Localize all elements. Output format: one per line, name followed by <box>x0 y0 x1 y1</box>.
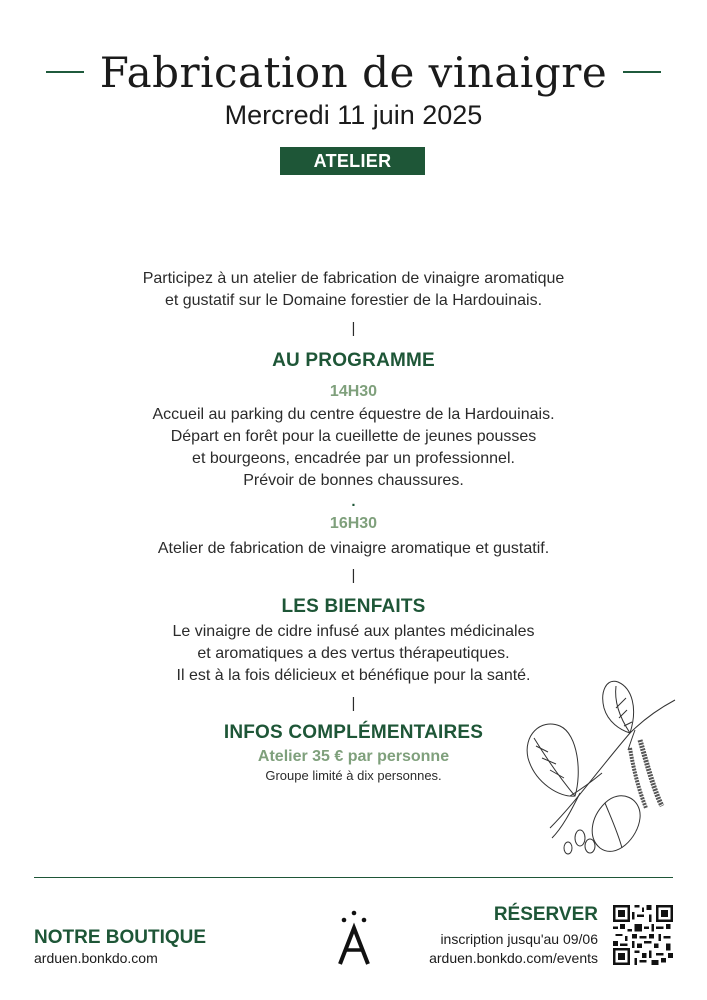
programme-slot-1-line-3: et bourgeons, encadrée par un professionnel. <box>192 450 515 467</box>
reserve-deadline: inscription jusqu'au 09/06 <box>440 931 598 947</box>
programme-slot-2-line-1: Atelier de fabrication de vinaigre aromatique et gustatif. <box>157 540 550 557</box>
bienfaits-heading: LES BIENFAITS <box>281 596 426 617</box>
intro-line-1: Participez à un atelier de fabrication de vinaigre aromatique <box>142 270 565 287</box>
programme-slot-1-line-2: Départ en forêt pour la cueillette de jeunes pousses <box>170 428 537 445</box>
programme-time-1: 14H30 <box>329 383 378 400</box>
bienfaits-line-3: Il est à la fois délicieux et bénéfique pour la santé. <box>176 667 531 684</box>
programme-slot-1-text <box>0 404 707 492</box>
separator-3: | <box>351 695 356 712</box>
programme-slot-2-text <box>0 538 707 560</box>
page-title: Fabrication de vinaigre <box>99 47 608 97</box>
title-row <box>0 44 707 100</box>
event-type-badge: ATELIER <box>280 147 425 175</box>
footer-divider <box>34 877 673 878</box>
separator-2: | <box>351 567 356 584</box>
bienfaits-line-1: Le vinaigre de cidre infusé aux plantes médicinales <box>172 623 535 640</box>
group-limit-note: Groupe limité à dix personnes. <box>265 768 442 783</box>
shop-title: NOTRE BOUTIQUE <box>34 927 207 948</box>
event-date: Mercredi 11 juin 2025 <box>224 100 483 130</box>
title-rule-left <box>46 71 84 73</box>
reserve-link[interactable]: arduen.bonkdo.com/events <box>429 950 598 966</box>
separator-dot: . <box>351 493 356 510</box>
reserve-title: RÉSERVER <box>493 904 598 925</box>
bienfaits-line-2: et aromatiques a des vertus thérapeutiques. <box>197 645 510 662</box>
programme-slot-1-line-4: Prévoir de bonnes chaussures. <box>243 472 464 489</box>
price-text: Atelier 35 € par personne <box>257 748 450 765</box>
shop-link[interactable]: arduen.bonkdo.com <box>34 950 158 966</box>
separator-1: | <box>351 320 356 337</box>
brand-logo-icon <box>336 910 372 966</box>
infos-heading: INFOS COMPLÉMENTAIRES <box>223 722 484 743</box>
programme-heading: AU PROGRAMME <box>272 350 435 371</box>
intro-line-2: et gustatif sur le Domaine forestier de la Hardouinais. <box>164 292 543 309</box>
alder-branch-illustration <box>520 678 680 863</box>
intro-text <box>0 268 707 312</box>
title-rule-right <box>623 71 661 73</box>
programme-time-2: 16H30 <box>329 515 378 532</box>
programme-slot-1-line-1: Accueil au parking du centre équestre de la Hardouinais. <box>152 406 555 423</box>
qr-code-icon[interactable] <box>613 905 673 965</box>
